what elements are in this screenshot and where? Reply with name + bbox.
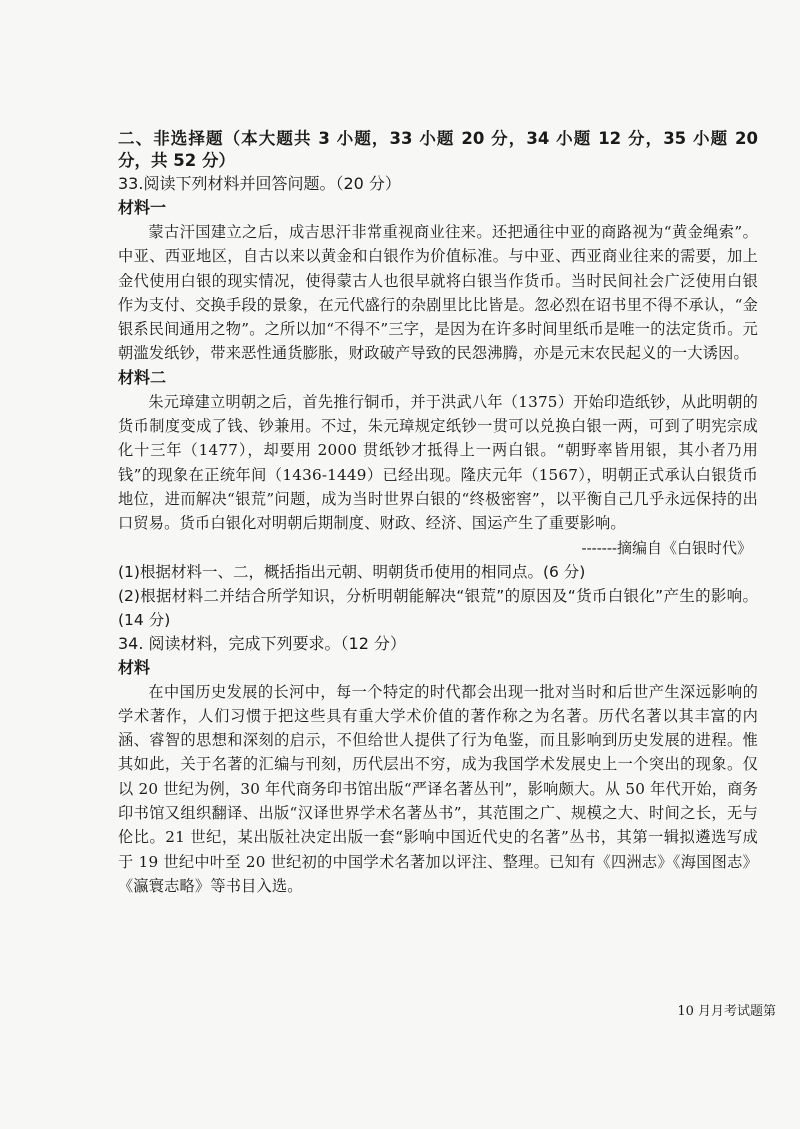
material-1-text: 蒙古汗国建立之后，成吉思汗非常重视商业往来。还把通往中亚的商路视为“黄金绳索”。中亚、西亚地区，自古以来以黄金和白银作为价值标准。与中亚、西亚商业往来的需要，加上金代使用白银的现实情况，使得蒙古人也很早就将白银当作货币。当时民间社会广泛使用白银作为支付、交换手段的景象，在元代盛行的杂剧里比比皆是。忽必烈在诏书里不得不承认，“金银系民间通用之物”。之所以加“不得不”三字，是因为在许多时间里纸币是唯一的法定货币。元朝滥发纸钞，带来恶性通货膨胀，财政破产导致的民怨沸腾，亦是元末农民起义的一大诱因。: [118, 223, 758, 363]
page-footer: 10 月月考试题第: [677, 1004, 776, 1019]
material-source: -------摘编自《白银时代》: [581, 538, 752, 557]
question-33-sub-2: (2)根据材料二并结合所学知识，分析明朝能解决“银荒”的原因及“货币白银化”产生的影响。(14 分): [118, 586, 758, 629]
material-34-text: 在中国历史发展的长河中，每一个特定的时代都会出现一批对当时和后世产生深远影响的学术著作，人们习惯于把这些具有重大学术价值的著作称之为名著。历代名著以其丰富的内涵、睿智的思想和深刻的启示，不但给世人提供了行为龟鉴，而且影响到历史发展的进程。惟其如此，关于名著的汇编与刊刻，历代层出不穷，成为我国学术发展史上一个突出的现象。仅以 20 世纪为例，30 年代商务印书馆出版“严译名著丛刊”，影响颇大。从 50 年代开始，商务印书馆又组织翻译、出版“汉译世界学术名著丛书”，其范围之广、规模之大、时间之长，无与伦比。21 世纪，某出版社决定出版一套“影响中国近代史的名著”丛书，其第一辑拟遴选写成于 19 世纪中叶至 20 世纪初的中国学术名著加以评注、整理。已知有《四洲志》《海国图志》《瀛寰志略》等书目入选。: [118, 682, 758, 895]
question-33-title: 33.阅读下列材料并回答问题。（20 分）: [118, 174, 401, 193]
question-34-title: 34. 阅读材料，完成下列要求。（12 分）: [118, 633, 406, 653]
material-2-label: 材料二: [118, 367, 167, 387]
material-1-label: 材料一: [118, 198, 167, 217]
section-title: 二、非选择题（本大题共 3 小题，33 小题 20 分，34 小题 12 分，35 小题 20 分，共 52 分）: [118, 129, 758, 170]
material-34-label: 材料: [118, 657, 151, 677]
question-33-sub-1: (1)根据材料一、二，概括指出元朝、明朝货币使用的相同点。(6 分): [118, 562, 586, 581]
material-2-text: 朱元璋建立明朝之后，首先推行铜币，并于洪武八年（1375）开始印造纸钞，从此明朝的货币制度变成了钱、钞兼用。不过，朱元璋规定纸钞一贯可以兑换白银一两，可到了明宪宗成化十三年（1477），却要用 2000 贯纸钞才抵得上一两白银。“朝野率皆用银，其小者乃用钱”的现象在正统年间（1436-1449）已经出现。隆庆元年（1567），明朝正式承认白银货币地位，进而解决“银荒”问题，成为当时世界白银的“终极密窖”，以平衡自己几乎永远保持的出口贸易。货币白银化对明朝后期制度、财政、经济、国运产生了重要影响。: [118, 392, 758, 533]
